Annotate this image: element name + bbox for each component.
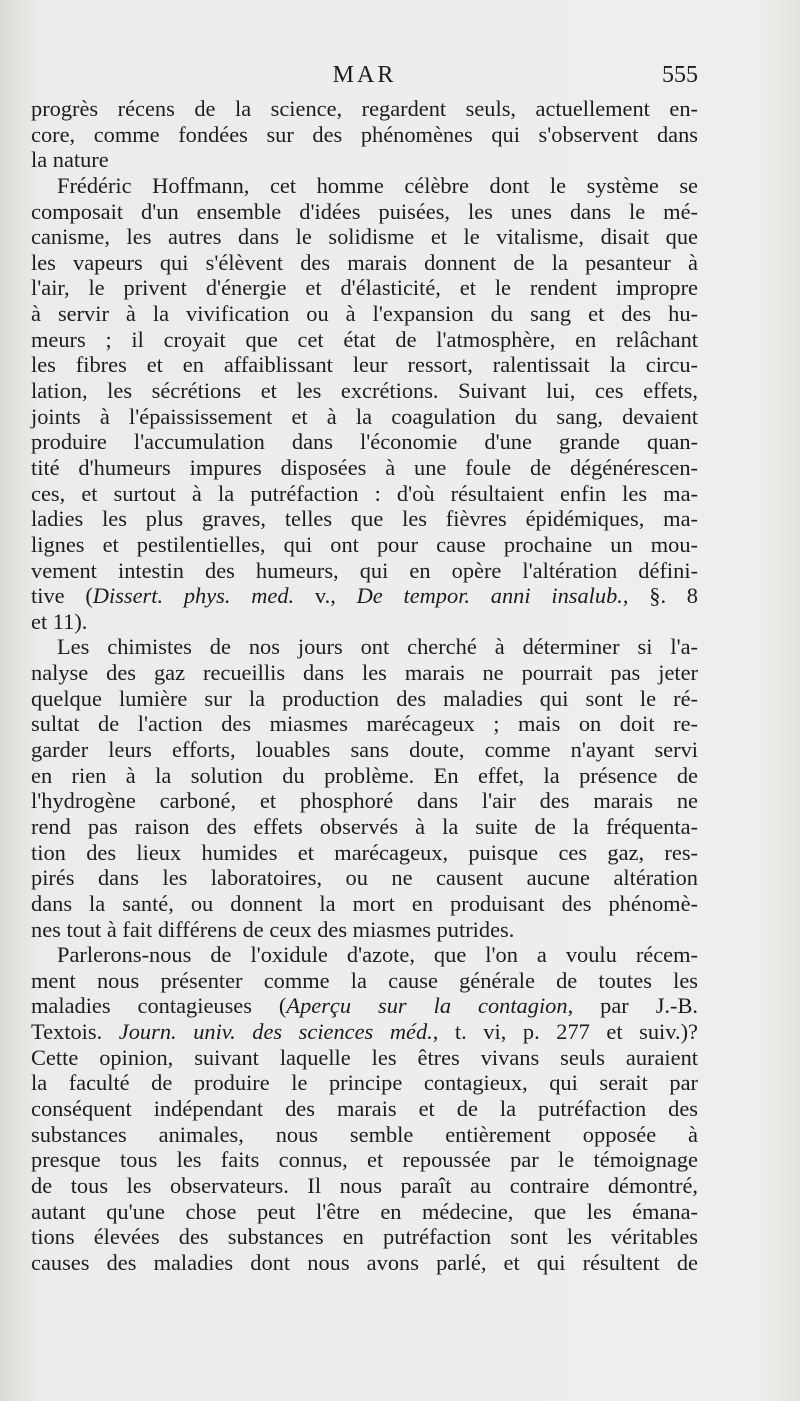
- text-line: vement intestin des humeurs, qui en opère l'altération défini-: [31, 557, 698, 583]
- text-line: progrès récens de la science, regardent seuls, actuellement en-: [31, 96, 698, 121]
- citation-text: , §. 8: [622, 583, 698, 609]
- text-line: de tous les observateurs. Il nous paraît au contraire démontré,: [31, 1172, 698, 1198]
- citation-title: Dissert. phys. med.: [92, 583, 295, 609]
- text-line: Frédéric Hoffmann, cet homme célèbre dont le système se: [57, 172, 698, 198]
- citation-text: maladies contagieuses (: [31, 993, 287, 1019]
- page-header: [31, 62, 698, 94]
- text-line: à servir à la vivification ou à l'expansion du sang et des hu-: [31, 301, 698, 327]
- text-line: substances animales, nous semble entièrement opposée à: [31, 1121, 698, 1147]
- text-line: nes tout à fait différens de ceux des miasmes putrides.: [31, 916, 515, 942]
- paragraph-2: [31, 173, 698, 635]
- text-line: Cette opinion, suivant laquelle les êtres vivans seuls auraient: [31, 1044, 698, 1070]
- text-line: tité d'humeurs impures disposées à une foule de dégénérescen-: [31, 454, 698, 480]
- text-line: produire l'accumulation dans l'économie d'une grande quan-: [31, 429, 698, 455]
- citation-line: [31, 1019, 698, 1045]
- text-line: canisme, les autres dans le solidisme et le vitalisme, disait que: [31, 224, 698, 250]
- text-line: composait d'un ensemble d'idées puisées, les unes dans le mé-: [31, 198, 698, 224]
- citation-line: [31, 993, 698, 1019]
- citation-text: v.,: [294, 583, 357, 609]
- text-line: Parlerons-nous de l'oxidule d'azote, que l'on a voulu récem-: [57, 942, 698, 968]
- text-line: rend pas raison des effets observés à la suite de la fréquenta-: [31, 813, 698, 839]
- text-line: ment nous présenter comme la cause générale de toutes les: [31, 967, 698, 993]
- citation-line: [31, 583, 698, 609]
- citation-title: Aperçu sur la contagion: [286, 993, 568, 1019]
- body-text: [31, 96, 698, 1275]
- text-line: la nature: [31, 147, 109, 173]
- text-line: et 11).: [31, 608, 88, 634]
- text-line: lignes et pestilentielles, qui ont pour cause prochaine un mou-: [31, 531, 698, 557]
- text-line: presque tous les faits connus, et repoussée par le témoignage: [31, 1147, 698, 1173]
- text-line: la faculté de produire le principe contagieux, qui serait par: [31, 1070, 698, 1096]
- text-line: autant qu'une chose peut l'être en médecine, que les émana-: [31, 1198, 698, 1224]
- text-line: meurs ; il croyait que cet état de l'atmosphère, en relâchant: [31, 326, 698, 352]
- text-line: garder leurs efforts, louables sans doute, comme n'ayant servi: [31, 737, 698, 763]
- text-line: quelque lumière sur la production des maladies qui sont le ré-: [31, 685, 698, 711]
- text-line: nalyse des gaz recueillis dans les marais ne pourrait pas jeter: [31, 660, 698, 686]
- text-line: dans la santé, ou donnent la mort en produisant des phénomè-: [31, 890, 698, 916]
- text-line: core, comme fondées sur des phénomènes qui s'observent dans: [31, 121, 698, 147]
- text-line: tions élevées des substances en putréfaction sont les véritables: [31, 1224, 698, 1250]
- text-line: l'hydrogène carboné, et phosphoré dans l'air des marais ne: [31, 788, 698, 814]
- text-line: causes des maladies dont nous avons parlé, et qui résultent de: [31, 1249, 698, 1275]
- citation-title: Journ. univ. des sciences méd.: [118, 1019, 433, 1045]
- page-number: 555: [662, 62, 698, 88]
- text-line: lation, les sécrétions et les excrétions. Suivant lui, ces effets,: [31, 378, 698, 404]
- text-line: l'air, le privent d'énergie et d'élasticité, et le rendent impropre: [31, 275, 698, 301]
- text-line: joints à l'épaississement et à la coagulation du sang, devaient: [31, 403, 698, 429]
- text-line: les vapeurs qui s'élèvent des marais donnent de la pesanteur à: [31, 249, 698, 275]
- text-line: ces, et surtout à la putréfaction : d'où résultaient enfin les ma-: [31, 480, 698, 506]
- text-line: les fibres et en affaiblissant leur ressort, ralentissait la circu-: [31, 352, 698, 378]
- citation-text: Textois.: [31, 1019, 119, 1045]
- text-line: ladies les plus graves, telles que les fièvres épidémiques, ma-: [31, 506, 698, 532]
- text-line: sultat de l'action des miasmes marécageux ; mais on doit re-: [31, 711, 698, 737]
- citation-text: , par J.-B.: [567, 993, 698, 1019]
- text-line: conséquent indépendant des marais et de la putréfaction des: [31, 1095, 698, 1121]
- paragraph-3: [31, 634, 698, 942]
- text-line: tion des lieux humides et marécageux, puisque ces gaz, res-: [31, 839, 698, 865]
- citation-text: , t. vi, p. 277 et suiv.)?: [432, 1019, 698, 1045]
- paragraph-1: [31, 96, 698, 173]
- citation-title: De tempor. anni insalub.: [356, 583, 623, 609]
- paragraph-4: [31, 942, 698, 1275]
- text-line: Les chimistes de nos jours ont cherché à déterminer si l'a-: [57, 634, 698, 660]
- citation-text: tive (: [31, 583, 93, 609]
- running-head: MAR: [332, 62, 397, 88]
- text-line: pirés dans les laboratoires, ou ne causent aucune altération: [31, 865, 698, 891]
- text-line: en rien à la solution du problème. En effet, la présence de: [31, 762, 698, 788]
